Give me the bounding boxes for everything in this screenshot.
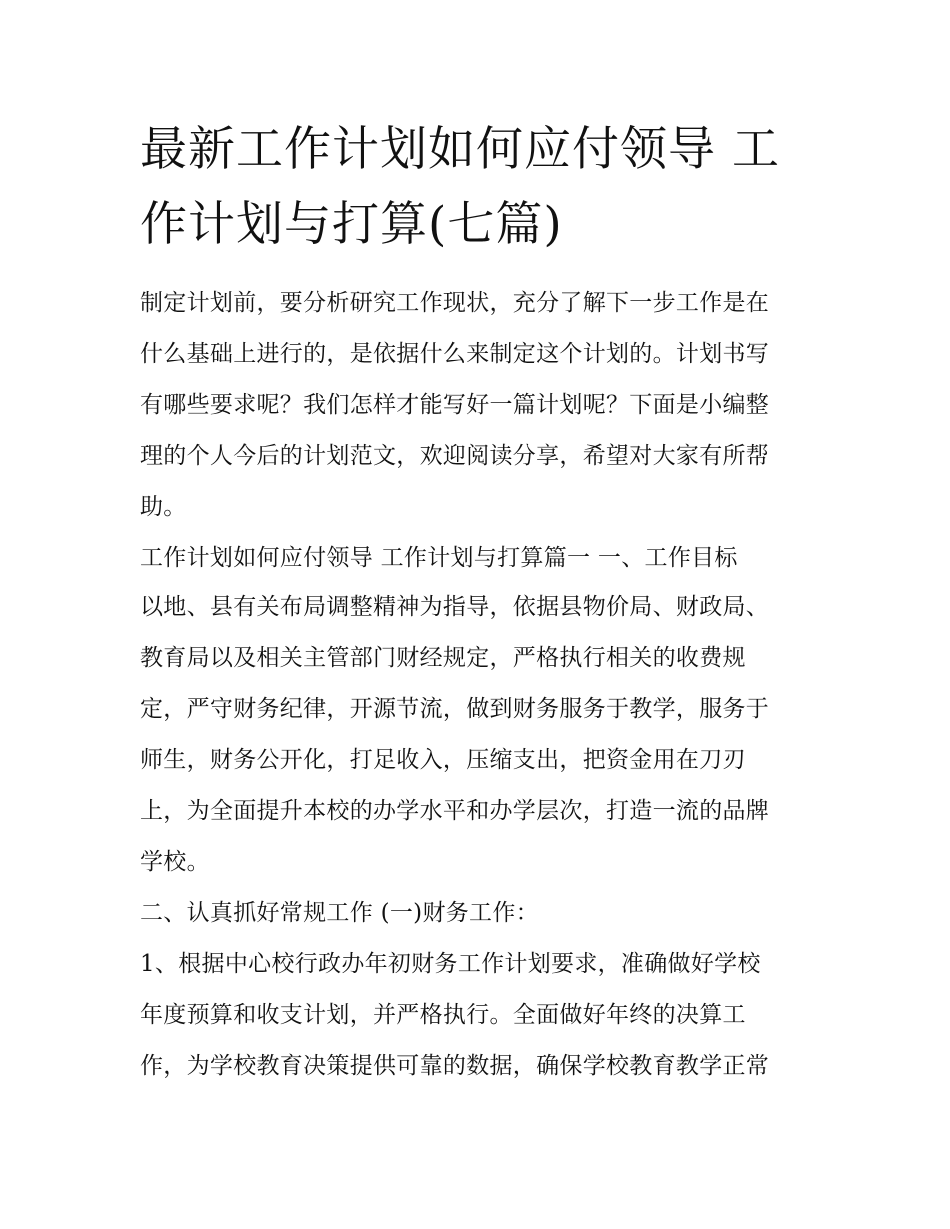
body-line: 工作计划如何应付领导 工作计划与打算篇一 一、工作目标	[140, 545, 738, 571]
body-line: 制定计划前，要分析研究工作现状，充分了解下一步工作是在	[140, 290, 770, 316]
body-line: 师生，财务公开化，打足收入，压缩支出，把资金用在刀刃	[140, 747, 746, 773]
title-line: 最新工作计划如何应付领导 工	[140, 122, 780, 177]
body-line: 有哪些要求呢？我们怎样才能写好一篇计划呢？下面是小编整	[140, 392, 770, 418]
body-line: 学校。	[140, 849, 210, 875]
body-line: 教育局以及相关主管部门财经规定，严格执行相关的收费规	[140, 645, 746, 671]
body-line: 定，严守财务纪律，开源节流，做到财务服务于教学，服务于	[140, 696, 770, 722]
body-line: 1、根据中心校行政办年初财务工作计划要求，准确做好学校	[140, 951, 761, 977]
title-line: 作计划与打算(七篇)	[140, 197, 563, 252]
body-line: 以地、县有关布局调整精神为指导，依据县物价局、财政局、	[140, 594, 770, 620]
body-line: 作，为学校教育决策提供可靠的数据，确保学校教育教学正常	[140, 1053, 770, 1079]
body-line: 年度预算和收支计划，并严格执行。全面做好年终的决算工	[140, 1002, 746, 1028]
body-line: 上，为全面提升本校的办学水平和办学层次，打造一流的品牌	[140, 798, 770, 824]
body-line: 理的个人今后的计划范文，欢迎阅读分享，希望对大家有所帮	[140, 443, 770, 469]
document-body	[140, 278, 820, 1092]
body-line: 什么基础上进行的，是依据什么来制定这个计划的。计划书写	[140, 341, 770, 367]
document-title	[140, 112, 820, 262]
body-line: 二、认真抓好常规工作 (一)财务工作：	[140, 900, 539, 926]
body-line: 助。	[140, 494, 187, 520]
